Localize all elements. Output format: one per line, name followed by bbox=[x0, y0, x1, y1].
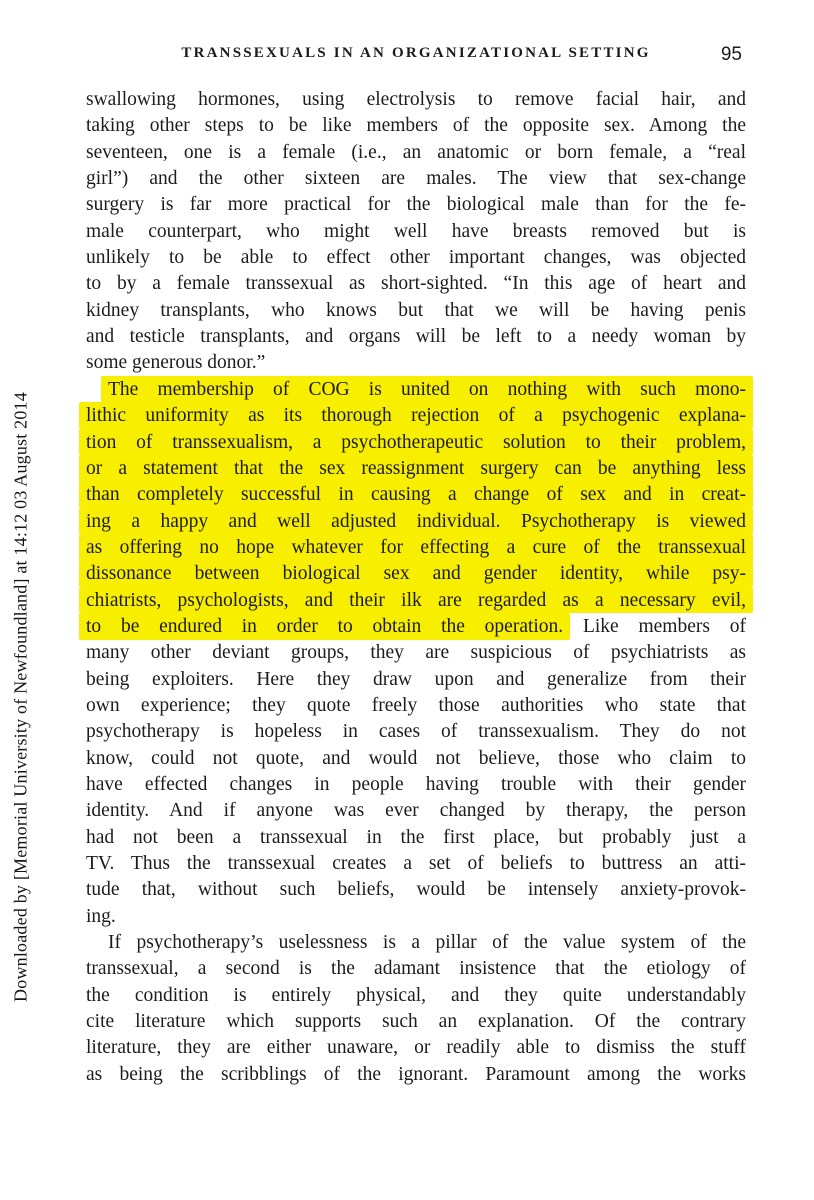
text-line bbox=[86, 588, 746, 614]
text-line bbox=[86, 113, 746, 139]
text-segment: have effected changes in people having trouble with their gender bbox=[86, 773, 746, 795]
text-line bbox=[86, 509, 746, 535]
text-segment: ing. bbox=[86, 905, 116, 927]
text-segment: many other deviant groups, they are suspicious of psychiatrists as bbox=[86, 642, 746, 664]
text-line bbox=[86, 298, 746, 324]
text-line bbox=[86, 456, 746, 482]
text-segment: Like members of bbox=[563, 615, 746, 637]
text-line bbox=[86, 825, 746, 851]
text-segment: taking other steps to be like members of the opposite sex. Among the bbox=[86, 115, 746, 137]
highlighted-text: chiatrists, psychologists, and their ilk are regarded as a necessary evil, bbox=[86, 587, 746, 614]
text-line bbox=[86, 324, 746, 350]
text-line bbox=[86, 877, 746, 903]
text-line bbox=[86, 1009, 746, 1035]
text-segment: know, could not quote, and would not believe, those who claim to bbox=[86, 747, 746, 769]
text-line bbox=[86, 983, 746, 1009]
text-segment: the condition is entirely physical, and they quite understandably bbox=[86, 984, 746, 1006]
text-segment: transsexual, a second is the adamant insistence that the etiology of bbox=[86, 958, 746, 980]
text-segment: psychotherapy is hopeless in cases of transsexualism. They do not bbox=[86, 721, 746, 743]
highlighted-text: as offering no hope whatever for effecting a cure of the transsexual bbox=[86, 534, 746, 561]
text-line bbox=[86, 482, 746, 508]
text-line bbox=[86, 719, 746, 745]
text-segment: being exploiters. Here they draw upon and generalize from their bbox=[86, 668, 746, 690]
paragraph bbox=[86, 930, 746, 1088]
text-line bbox=[86, 798, 746, 824]
text-segment: If psychotherapy’s uselessness is a pillar of the value system of the bbox=[108, 932, 746, 953]
text-segment: some generous donor.” bbox=[86, 352, 266, 374]
paragraph bbox=[86, 87, 746, 377]
text-line bbox=[86, 772, 746, 798]
page-number: 95 bbox=[720, 44, 742, 65]
text-segment: TV. Thus the transsexual creates a set of beliefs to buttress an atti- bbox=[86, 852, 746, 874]
highlighted-text: tion of transsexualism, a psychotherapeutic solution to their problem, bbox=[86, 429, 746, 456]
text-segment: seventeen, one is a female (i.e., an anatomic or born female, a “real bbox=[86, 141, 746, 163]
text-line bbox=[86, 377, 746, 403]
text-line bbox=[86, 271, 746, 297]
text-line bbox=[86, 245, 746, 271]
paragraph bbox=[86, 377, 746, 930]
text-segment: unlikely to be able to effect other important changes, was objected bbox=[86, 247, 746, 269]
text-segment: identity. And if anyone was ever changed by therapy, the person bbox=[86, 800, 746, 822]
highlighted-text: ing a happy and well adjusted individual. Psychotherapy is viewed bbox=[86, 508, 746, 535]
text-segment: kidney transplants, who knows but that we will be having penis bbox=[86, 299, 746, 321]
text-segment: had not been a transsexual in the first place, but probably just a bbox=[86, 826, 746, 848]
text-segment: cite literature which supports such an explanation. Of the contrary bbox=[86, 1011, 746, 1033]
text-segment: male counterpart, who might well have breasts removed but is bbox=[86, 220, 746, 242]
text-line bbox=[86, 429, 746, 455]
download-watermark: Downloaded by [Memorial University of Newfoundland] at 14:12 03 August 2014 bbox=[10, 392, 31, 1002]
highlighted-text: or a statement that the sex reassignment surgery can be anything less bbox=[86, 455, 746, 482]
text-line bbox=[86, 640, 746, 666]
text-segment: tude that, without such beliefs, would be intensely anxiety-provok- bbox=[86, 879, 746, 901]
text-line bbox=[86, 851, 746, 877]
text-line bbox=[86, 561, 746, 587]
text-segment: as being the scribblings of the ignorant. Paramount among the works bbox=[86, 1063, 746, 1085]
text-line bbox=[86, 192, 746, 218]
text-column bbox=[86, 87, 746, 1088]
highlighted-text: to be endured in order to obtain the operation. bbox=[86, 613, 563, 640]
text-segment: and testicle transplants, and organs will be left to a needy woman by bbox=[86, 326, 746, 348]
text-segment: own experience; they quote freely those authorities who state that bbox=[86, 694, 746, 716]
text-line bbox=[86, 87, 746, 113]
text-line bbox=[86, 667, 746, 693]
text-line bbox=[86, 1062, 746, 1088]
highlighted-text: lithic uniformity as its thorough rejection of a psychogenic explana- bbox=[86, 402, 746, 429]
text-line bbox=[86, 693, 746, 719]
text-segment: surgery is far more practical for the biological male than for the fe- bbox=[86, 194, 746, 216]
text-segment: girl”) and the other sixteen are males. The view that sex-change bbox=[86, 168, 746, 190]
text-line bbox=[86, 350, 746, 376]
text-line bbox=[86, 535, 746, 561]
text-segment: to by a female transsexual as short-sighted. “In this age of heart and bbox=[86, 273, 746, 295]
text-line bbox=[86, 140, 746, 166]
text-line bbox=[86, 746, 746, 772]
highlighted-text: dissonance between biological sex and gender identity, while psy- bbox=[86, 560, 746, 587]
page-title: TRANSSEXUALS IN AN ORGANIZATIONAL SETTING bbox=[181, 45, 651, 61]
text-line bbox=[86, 956, 746, 982]
text-line bbox=[86, 930, 746, 956]
running-head bbox=[86, 44, 746, 65]
highlighted-text: The membership of COG is united on nothing with such mono- bbox=[108, 376, 746, 403]
text-line bbox=[86, 614, 746, 640]
text-segment: literature, they are either unaware, or readily able to dismiss the stuff bbox=[86, 1037, 746, 1059]
text-line bbox=[86, 904, 746, 930]
text-line bbox=[86, 219, 746, 245]
text-segment: swallowing hormones, using electrolysis to remove facial hair, and bbox=[86, 89, 746, 110]
text-line bbox=[86, 166, 746, 192]
text-line bbox=[86, 403, 746, 429]
highlighted-text: than completely successful in causing a change of sex and in creat- bbox=[86, 481, 746, 508]
text-line bbox=[86, 1035, 746, 1061]
